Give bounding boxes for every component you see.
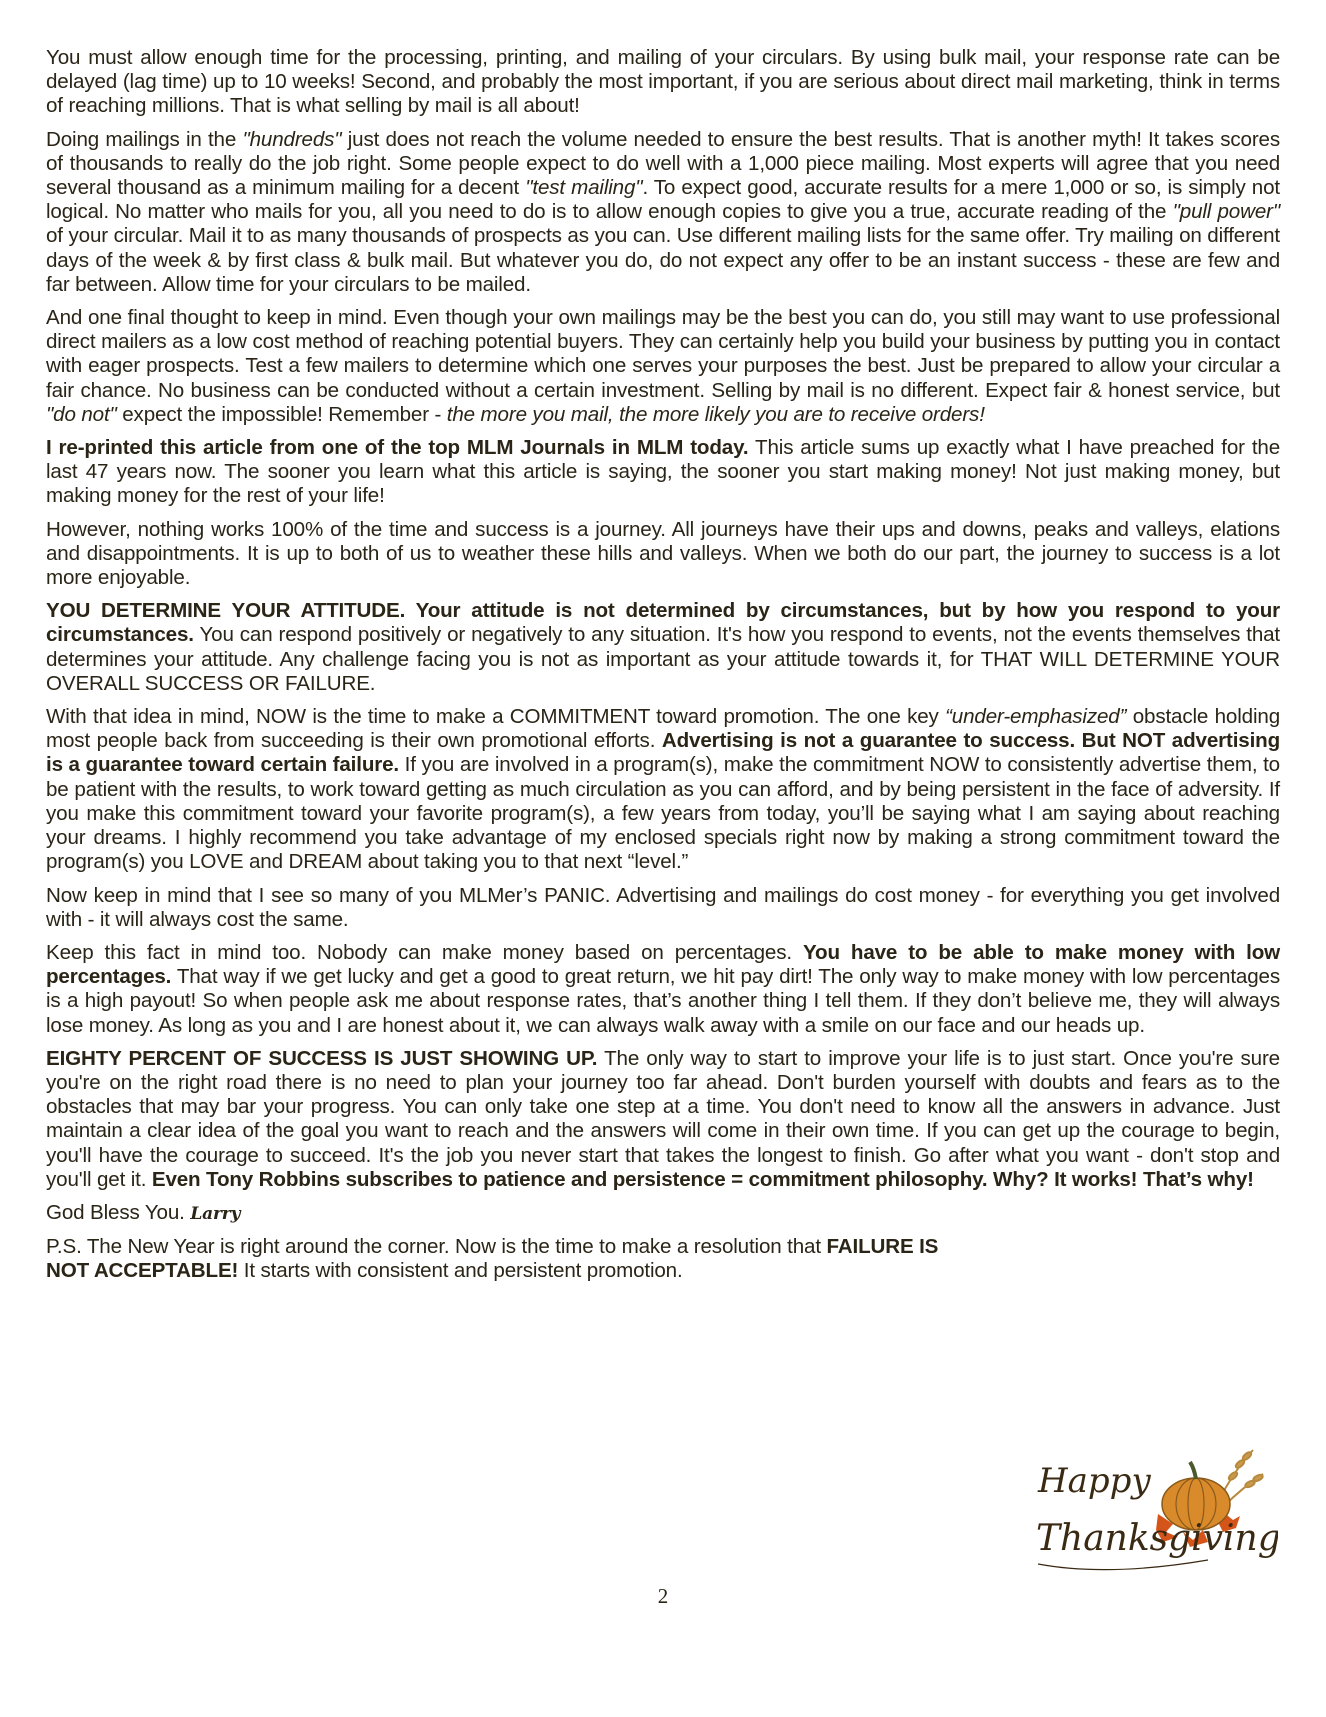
bold-text: YOU DETERMINE YOUR ATTITUDE. Your attitude is not determined by circumstances, but by how you respond to your circumstances. xyxy=(46,599,1280,647)
text-run: This article sums up exactly what I have preached for the last 47 years now. The sooner you learn what this article is saying, the sooner you start making money! Not just making money, but making money for the rest of your life! xyxy=(46,436,1280,508)
paragraph xyxy=(46,306,1280,427)
italic-text: the more you mail, the more likely you are to receive orders! xyxy=(446,402,985,426)
text-run: You must allow enough time for the processing, printing, and mailing of your circulars. By using bulk mail, your response rate can be delayed (lag time) up to 10 weeks! Second, and probably the most important, if you are serious about direct mail marketing, think in terms of reaching millions. That is what selling by mail is all about! xyxy=(46,46,1280,118)
text-run: You can respond positively or negatively to any situation. It's how you respond to events, not the events themselves that determines your attitude. Any challenge facing you is not as important as your attitude towards it, for THAT WILL DETERMINE YOUR OVERALL SUCCESS OR FAILURE. xyxy=(46,623,1280,695)
postscript xyxy=(46,1235,976,1283)
paragraph xyxy=(46,705,1280,874)
bold-text: Even Tony Robbins subscribes to patience and persistence = commitment philosophy. Why? It works! That’s why! xyxy=(151,1167,1254,1191)
text-run: That way if we get lucky and get a good to great return, we hit pay dirt! The only way to make money with low percentages is a high payout! So when people ask me about response rates, that’s another thing I tell them. If they don’t believe me, they will always lose money. As long as you and I are honest about it, we can always walk away with a smile on our face and our heads up. xyxy=(46,965,1280,1037)
page-number: 2 xyxy=(657,1584,669,1608)
italic-text: “under-emphasized” xyxy=(945,705,1127,729)
happy-thanksgiving-artwork xyxy=(1018,1432,1278,1592)
text-run: Now keep in mind that I see so many of you MLMer’s PANIC. Advertising and mailings do cost money - for everything you get involved with - it will always cost the same. xyxy=(46,883,1280,931)
paragraph xyxy=(46,599,1280,696)
paragraph xyxy=(46,436,1280,509)
paragraph xyxy=(46,518,1280,591)
paragraph xyxy=(46,941,1280,1038)
paragraph xyxy=(46,46,1280,119)
text-run: expect the impossible! Remember - xyxy=(116,402,447,426)
document-page xyxy=(46,46,1280,1293)
italic-text: "test mailing" xyxy=(525,176,643,200)
thanksgiving-illustration xyxy=(1018,1432,1278,1592)
text-run: However, nothing works 100% of the time and success is a journey. All journeys have their ups and downs, peaks and valleys, elations and disappointments. It is up to both of us to weather these hills and valleys. When we both do our part, the journey to success is a lot more enjoyable. xyxy=(46,517,1280,590)
text-run: obstacle holding most people back from succeeding is their own promotional efforts. xyxy=(46,705,1280,753)
bold-text: FAILURE IS NOT ACCEPTABLE! xyxy=(46,1235,939,1283)
paragraph xyxy=(46,884,1280,932)
signature: Larry xyxy=(190,1203,241,1224)
bold-text: Advertising is not a guarantee to success. But NOT advertising is a guarantee toward certain failure. xyxy=(46,729,1281,777)
blessing: God Bless You. xyxy=(46,1200,185,1224)
text-run: If you are involved in a program(s), make the commitment NOW to consistently advertise them, to be patient with the results, to work toward getting as much circulation as you can afford, and by being persistent in the face of adversity. If you make this commitment toward your favorite program(s), a few years from today, you’ll be saying what I am saying about reaching your dreams. I highly recommend you take advantage of my enclosed specials right now by making a strong commitment toward the program(s) you LOVE and DREAM about taking you to that next “level.” xyxy=(46,753,1280,874)
text-run: just does not reach the volume needed to ensure the best results. That is another myth! It takes scores of thousands to really do the job right. Some people expect to do well with a 1,000 piece mailing. Most experts will agree that you need several thousand as a minimum mailing for a decent xyxy=(46,127,1280,200)
text-run: With that idea in mind, NOW is the time to make a COMMITMENT toward promotion. The one key xyxy=(46,705,946,729)
text-run: The only way to start to improve your life is to just start. Once you're sure you're on the right road there is no need to plan your journey too far ahead. Don't burden yourself with doubts and fears as to the obstacles that may bar your progress. You can only take one step at a time. You don't need to know all the answers in advance. Just maintain a clear idea of the goal you want to reach and the answers will come in their own time. If you can get up the courage to begin, you'll have the courage to succeed. It's the job you never start that takes the longest to finish. Go after what you want - don't stop and you'll get it. xyxy=(46,1046,1280,1191)
text-run: Keep this fact in mind too. Nobody can make money based on percentages. xyxy=(46,940,803,964)
text-run: And one final thought to keep in mind. Even though your own mailings may be the best you can do, you still may want to use professional direct mailers as a low cost method of reaching potential buyers. They can certainly help you build your business by putting you in contact with eager prospects. Test a few mailers to determine which one serves your purposes the best. Just be prepared to allow your circular a fair chance. No business can be conducted without a certain investment. Selling by mail is no different. Expect fair & honest service, but xyxy=(46,306,1280,402)
text-run: Doing mailings in the xyxy=(46,127,243,151)
text-run: It starts with consistent and persistent promotion. xyxy=(238,1259,683,1283)
thanksgiving-text: Thanksgiving xyxy=(1036,1518,1278,1559)
article-body xyxy=(46,46,1280,1192)
text-run: . To expect good, accurate results for a mere 1,000 or so, is simply not logical. No matter who mails for you, all you need to do is to allow enough copies to give you a true, accurate reading of the xyxy=(46,176,1280,224)
flourish-icon xyxy=(1038,1560,1208,1570)
italic-text: "hundreds" xyxy=(242,127,342,151)
bold-text: I re-printed this article from one of the top MLM Journals in MLM today. xyxy=(46,436,749,460)
happy-text: Happy xyxy=(1038,1461,1151,1501)
bold-text: You have to be able to make money with low percentages. xyxy=(46,940,1280,989)
paragraph xyxy=(46,1047,1280,1192)
closing-line xyxy=(46,1201,1280,1226)
italic-text: "do not" xyxy=(46,402,117,426)
italic-text: "pull power" xyxy=(1172,200,1280,224)
text-run: of your circular. Mail it to as many thousands of prospects as you can. Use different mailing lists for the same offer. Try mailing on different days of the week & by first class & bulk mail. But whatever you do, do not expect any offer to be an instant success - these are few and far between. Allow time for your circulars to be mailed. xyxy=(46,224,1280,296)
text-run: P.S. The New Year is right around the corner. Now is the time to make a resolution that xyxy=(46,1235,827,1259)
bold-text: EIGHTY PERCENT OF SUCCESS IS JUST SHOWING UP. xyxy=(46,1046,598,1070)
paragraph xyxy=(46,128,1280,297)
